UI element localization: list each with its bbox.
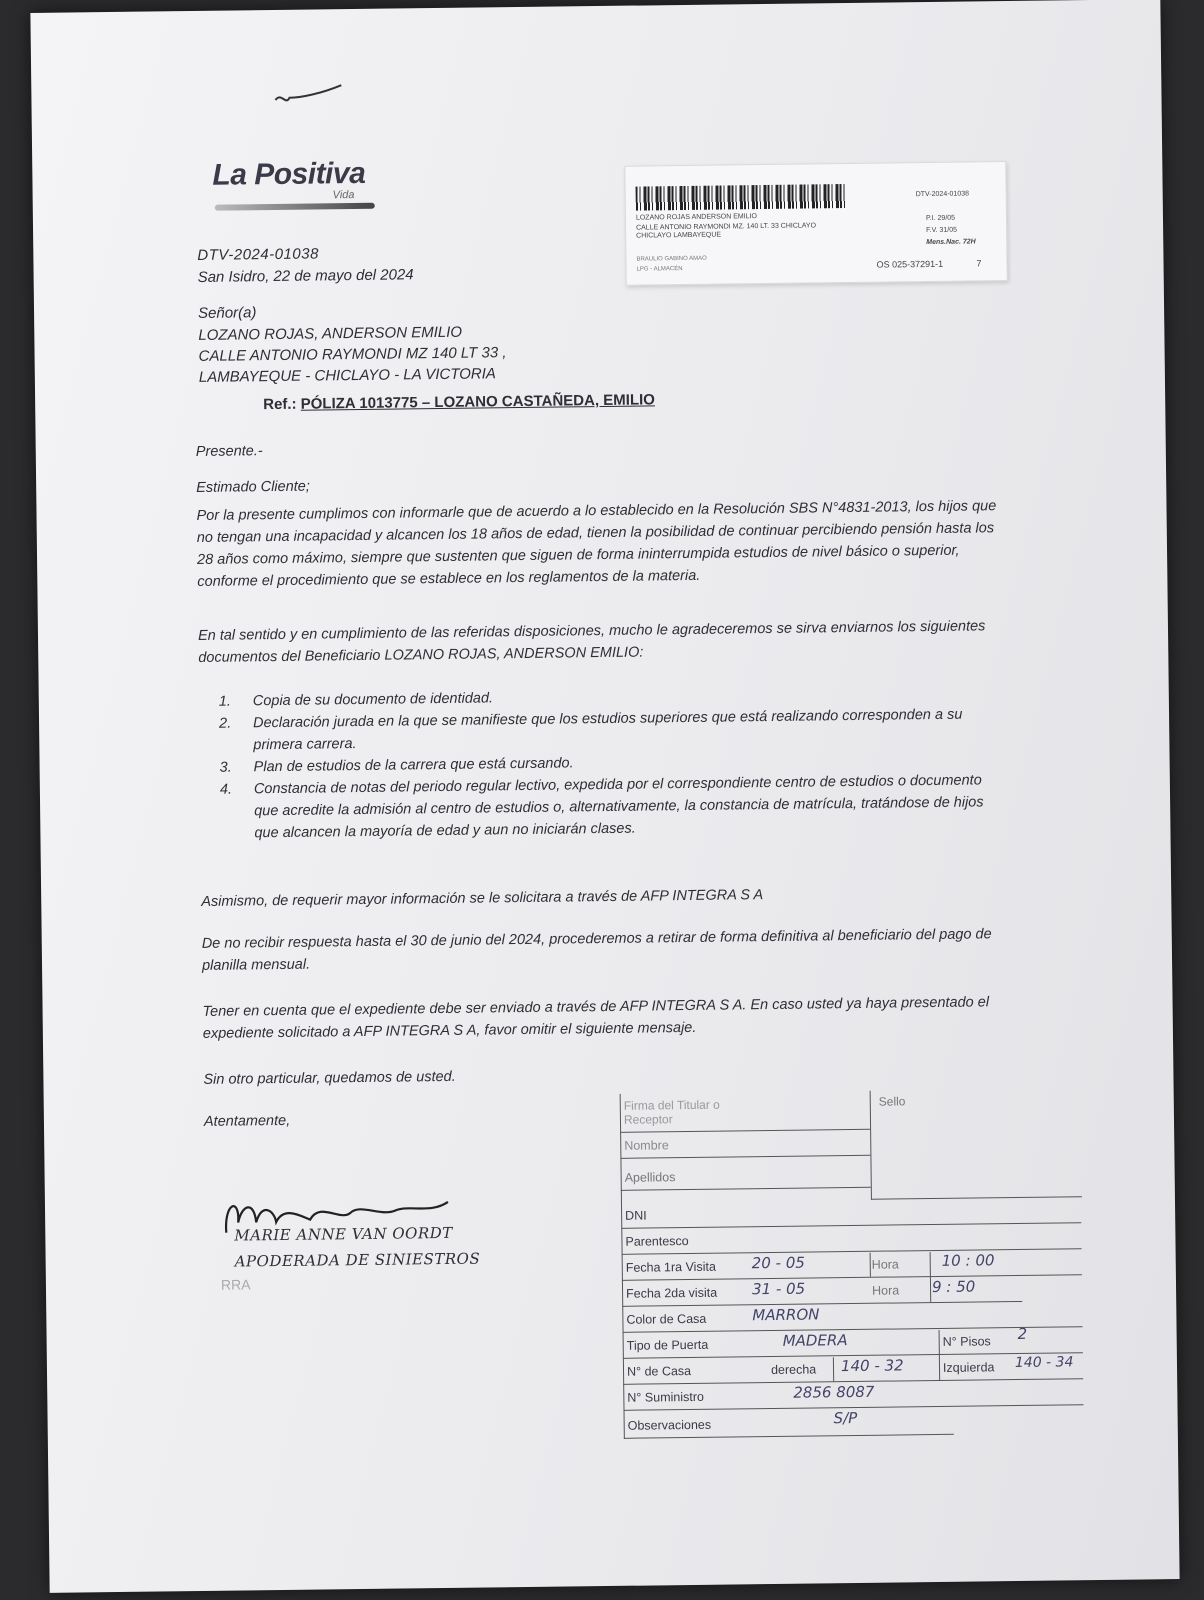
list-item: 4. Constancia de notas del periodo regular lectivo, expedida por el correspondiente centro de estudios o documento que acredite la admisión al centro de estudios o, alternativamente, la constancia de matrícula, tratándose de hijos que alcancen la mayoría de edad y aun no iniciarán clases. <box>219 772 984 842</box>
label-os: OS 025-37291-1 <box>876 258 944 270</box>
label-mens: Mens.Nac. 72H <box>926 238 976 247</box>
recipient-address: CALLE ANTONIO RAYMONDI MZ 140 LT 33 , <box>198 344 507 365</box>
barcode-icon <box>636 184 846 211</box>
form-dni-row: DNI <box>621 1198 1081 1229</box>
signer-initials: RRA <box>220 1276 251 1293</box>
letter-page <box>30 0 1179 1593</box>
document-date: San Isidro, 22 de mayo del 2024 <box>197 266 414 286</box>
company-logo <box>212 156 366 202</box>
form-ncasa-row: N° de Casa derecha 140 - 32 Izquierda 140 - 34 <box>623 1354 1083 1385</box>
paragraph-2: En tal sentido y en cumplimiento de las referidas disposiciones, mucho le agradeceremos se sirva enviarnos los siguientes documentos del Beneficiario LOZANO ROJAS, ANDERSON EMILIO: <box>197 618 986 666</box>
form-fecha2-row: Fecha 2da visita 31 - 05 Hora 9 : 50 <box>622 1277 1022 1307</box>
sello-box: Sello <box>870 1088 1082 1200</box>
form-apellidos-row: Apellidos <box>621 1163 871 1191</box>
list-item: 3. Plan de estudios de la carrera que está cursando. <box>219 755 574 776</box>
label-address: CALLE ANTONIO RAYMONDI MZ. 140 LT. 33 CHICLAYO <box>636 222 817 232</box>
form-nombre-row: Nombre <box>620 1131 870 1159</box>
list-item: 1. Copia de su documento de identidad. <box>218 690 494 710</box>
label-code: DTV-2024-01038 <box>915 190 970 199</box>
form-fecha1-row: Fecha 1ra Visita 20 - 05 Hora 10 : 00 <box>622 1250 1082 1281</box>
brand-sub: Vida <box>332 189 355 202</box>
documents-list <box>219 681 1011 845</box>
brand-name: La Positiva <box>212 156 366 192</box>
signer-role: APODERADA DE SINIESTROS <box>234 1249 481 1271</box>
label-store: LPG - ALMACÉN <box>636 266 683 273</box>
paragraph-4: De no recibir respuesta hasta el 30 de junio del 2024, procederemos a retirar de forma definitiva al beneficiario del pago de planilla mensual. <box>201 926 992 974</box>
visit-form <box>620 1088 1094 1439</box>
label-name: LOZANO ROJAS ANDERSON EMILIO <box>635 213 757 222</box>
label-pi: P.I. 29/05 <box>925 214 956 223</box>
regards-line: Atentamente, <box>203 1112 291 1130</box>
presente-line: Presente.- <box>195 443 263 460</box>
recipient-name: LOZANO ROJAS, ANDERSON EMILIO <box>198 323 463 344</box>
recipient-salutation: Señor(a) <box>197 304 257 322</box>
form-tipo-row: Tipo de Puerta MADERA N° Pisos 2 <box>623 1328 1083 1359</box>
paragraph-5: Tener en cuenta que el expediente debe ser enviado a través de AFP INTEGRA S A. En caso usted ya haya presentado el expediente solicitado a AFP INTEGRA S A, favor omitir el siguiente mensaje. <box>202 994 990 1042</box>
closing-line: Sin otro particular, quedamos de usted. <box>203 1068 456 1088</box>
greeting-line: Estimado Cliente; <box>196 478 310 496</box>
recipient-location: LAMBAYEQUE - CHICLAYO - LA VICTORIA <box>198 365 496 386</box>
shipping-label <box>624 161 1007 286</box>
label-city: CHICLAYO LAMBAYEQUE <box>636 231 722 240</box>
label-agent: BRAULIO GABINO AMAO <box>636 255 707 263</box>
form-color-row: Color de Casa MARRON <box>622 1302 1082 1333</box>
label-page: 7 <box>976 258 982 269</box>
reference-prefix: Ref.: <box>263 395 297 414</box>
list-item: 2. Declaración jurada en la que se manifieste que los estudios superiores que está realizando corresponden a su primera carrera. <box>218 706 963 754</box>
form-firma-row: Firma del Titular o Receptor <box>620 1091 870 1133</box>
form-suministro-row: N° Suministro 2856 8087 <box>623 1380 1083 1411</box>
reference-line <box>263 391 655 413</box>
reference-text: PÓLIZA 1013775 – LOZANO CASTAÑEDA, EMILIO <box>300 391 656 413</box>
form-parentesco-row: Parentesco <box>621 1224 1081 1255</box>
document-code: DTV-2024-01038 <box>197 245 319 264</box>
signer-name: MARIE ANNE VAN OORDT <box>234 1223 453 1245</box>
logo-swoosh <box>215 203 375 211</box>
form-obs-row: Observaciones S/P <box>624 1410 954 1439</box>
label-fv: F.V. 31/05 <box>926 226 958 235</box>
paragraph-3: Asimismo, de requerir mayor información se le solicitara a través de AFP INTEGRA S A <box>201 887 764 910</box>
paragraph-1: Por la presente cumplimos con informarle que de acuerdo a lo establecido en la Resolución SBS N°4831-2013, los hijos que no tengan una incapacidad y alcancen los 18 años de edad, tienen la posibilidad de continuar percibiendo pensión hasta los 28 años como máximo, siempre que sustenten que siguen de forma ininterrumpida estudios de nivel básico o superior, conforme el procedimiento que se establece en los reglamentos de la materia. <box>196 498 997 590</box>
pen-mark-icon <box>271 79 351 110</box>
